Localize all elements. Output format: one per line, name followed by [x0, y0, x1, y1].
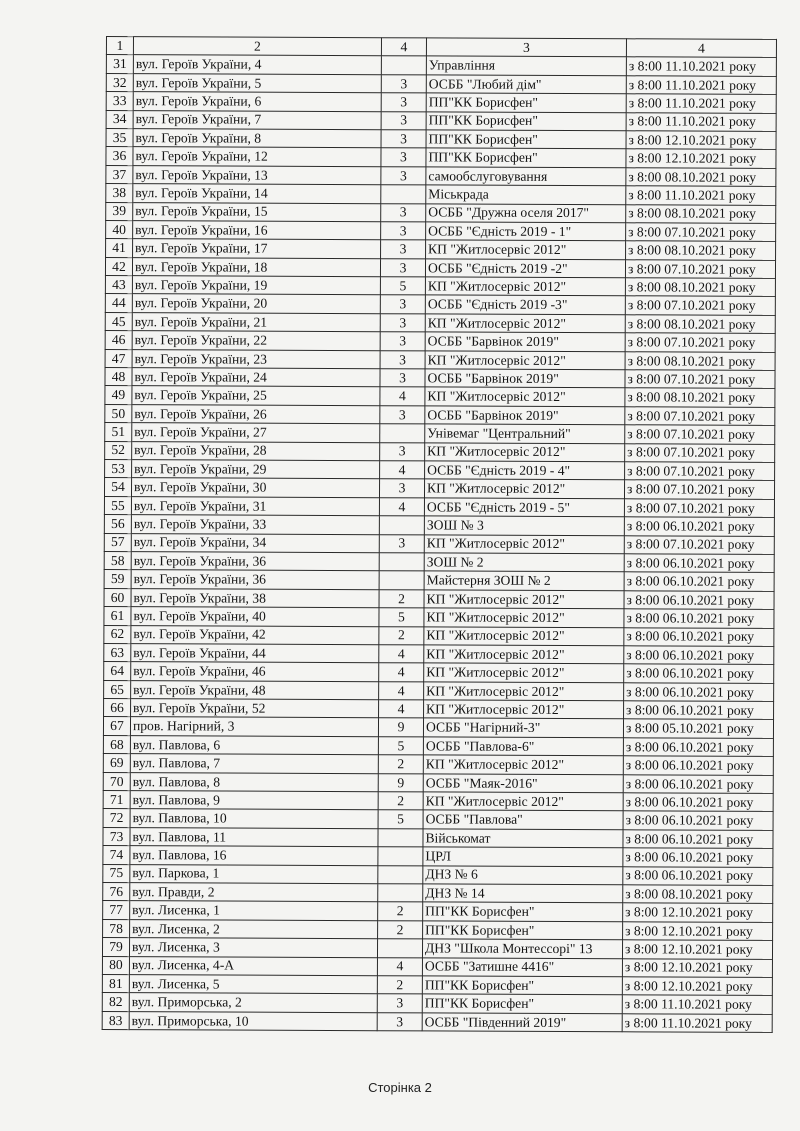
organization-cell: КП "Житлосервіс 2012" [424, 700, 624, 719]
address-cell: вул. Лисенка, 5 [129, 975, 377, 994]
heating-schedule-table [102, 36, 777, 1033]
address-cell: вул. Героїв України, 8 [133, 129, 381, 148]
organization-cell: КП "Житлосервіс 2012" [425, 442, 625, 461]
organization-cell: ПП"КК Борисфен" [426, 130, 626, 149]
entrance-count-cell: 3 [380, 369, 425, 388]
start-date-cell: з 8:00 08.10.2021 року [626, 204, 776, 223]
start-date-cell: з 8:00 06.10.2021 року [624, 664, 774, 683]
address-cell: вул. Лисенка, 1 [130, 901, 378, 920]
row-number-cell: 31 [106, 55, 133, 74]
entrance-count-cell: 3 [380, 258, 425, 277]
address-cell: вул. Героїв України, 23 [132, 349, 380, 368]
entrance-count-cell: 4 [380, 387, 425, 406]
row-number-cell: 77 [103, 901, 130, 920]
organization-cell: ОСББ "Єдність 2019 -3" [425, 295, 625, 314]
organization-cell: КП "Житлосервіс 2012" [424, 645, 624, 664]
start-date-cell: з 8:00 07.10.2021 року [624, 499, 774, 518]
address-cell: вул. Героїв України, 52 [131, 699, 379, 718]
row-number-cell: 70 [103, 772, 130, 791]
entrance-count-cell: 3 [379, 534, 424, 553]
start-date-cell: з 8:00 06.10.2021 року [623, 811, 773, 830]
address-cell: вул. Павлова, 7 [130, 754, 378, 773]
organization-cell: ПП"КК Борисфен" [422, 976, 622, 995]
column-header-number: 1 [106, 37, 133, 56]
entrance-count-cell [377, 939, 422, 958]
address-cell: вул. Героїв України, 31 [131, 496, 379, 515]
organization-cell: Унівемаг "Центральний" [425, 424, 625, 443]
organization-cell: ОСББ "Барвінок 2019" [425, 369, 625, 388]
start-date-cell: з 8:00 06.10.2021 року [623, 848, 773, 867]
row-number-cell: 79 [102, 938, 129, 957]
address-cell: вул. Героїв України, 25 [132, 386, 380, 405]
organization-cell: ОСББ "Любий дім" [426, 75, 626, 94]
row-number-cell: 42 [105, 257, 132, 276]
address-cell: вул. Героїв України, 7 [133, 110, 381, 129]
address-cell: вул. Павлова, 9 [130, 791, 378, 810]
organization-cell: КП "Житлосервіс 2012" [424, 626, 624, 645]
entrance-count-cell: 3 [380, 295, 425, 314]
start-date-cell: з 8:00 08.10.2021 року [625, 315, 775, 334]
address-cell: вул. Героїв України, 27 [132, 423, 380, 442]
organization-cell: ЗОШ № 3 [424, 516, 624, 535]
address-cell: вул. Героїв України, 16 [133, 221, 381, 240]
address-cell: вул. Лисенка, 4-А [129, 956, 377, 975]
row-number-cell: 76 [103, 882, 130, 901]
organization-cell: ПП"КК Борисфен" [426, 148, 626, 167]
address-cell: вул. Героїв України, 48 [131, 680, 379, 699]
address-cell: вул. Приморська, 2 [129, 993, 377, 1012]
address-cell: вул. Героїв України, 20 [132, 294, 380, 313]
organization-cell: КП "Житлосервіс 2012" [424, 479, 624, 498]
start-date-cell: з 8:00 06.10.2021 року [623, 866, 773, 885]
address-cell: вул. Героїв України, 33 [131, 515, 379, 534]
entrance-count-cell: 2 [379, 626, 424, 645]
organization-cell: КП "Житлосервіс 2012" [425, 351, 625, 370]
start-date-cell: з 8:00 11.10.2021 року [626, 186, 776, 205]
organization-cell: КП "Житлосервіс 2012" [425, 277, 625, 296]
start-date-cell: з 8:00 07.10.2021 року [625, 296, 775, 315]
address-cell: вул. Героїв України, 24 [132, 368, 380, 387]
entrance-count-cell: 3 [380, 442, 425, 461]
row-number-cell: 43 [105, 276, 132, 295]
address-cell: вул. Героїв України, 28 [132, 441, 380, 460]
entrance-count-cell: 9 [378, 718, 423, 737]
address-cell: вул. Героїв України, 36 [131, 552, 379, 571]
entrance-count-cell: 5 [378, 737, 423, 756]
entrance-count-cell: 3 [381, 203, 426, 222]
entrance-count-cell: 3 [381, 240, 426, 259]
organization-cell: Міськрада [426, 185, 626, 204]
start-date-cell: з 8:00 12.10.2021 року [623, 922, 773, 941]
organization-cell: ЦРЛ [423, 847, 623, 866]
organization-cell: КП "Житлосервіс 2012" [423, 792, 623, 811]
start-date-cell: з 8:00 11.10.2021 року [626, 76, 776, 95]
address-cell: вул. Павлова, 8 [130, 772, 378, 791]
start-date-cell: з 8:00 11.10.2021 року [622, 1013, 772, 1032]
entrance-count-cell: 3 [377, 1012, 422, 1031]
entrance-count-cell: 4 [377, 957, 422, 976]
entrance-count-cell: 4 [379, 663, 424, 682]
row-number-cell: 71 [103, 791, 130, 810]
entrance-count-cell [381, 185, 426, 204]
entrance-count-cell: 2 [379, 589, 424, 608]
row-number-cell: 45 [105, 312, 132, 331]
row-number-cell: 72 [103, 809, 130, 828]
address-cell: вул. Героїв України, 29 [132, 460, 380, 479]
start-date-cell: з 8:00 06.10.2021 року [623, 774, 773, 793]
row-number-cell: 66 [104, 699, 131, 718]
row-number-cell: 75 [103, 864, 130, 883]
organization-cell: ОСББ "Єдність 2019 -2" [425, 259, 625, 278]
entrance-count-cell: 3 [381, 93, 426, 112]
entrance-count-cell: 3 [381, 148, 426, 167]
start-date-cell: з 8:00 11.10.2021 року [622, 995, 772, 1014]
entrance-count-cell: 3 [381, 166, 426, 185]
organization-cell: Військомат [423, 829, 623, 848]
start-date-cell: з 8:00 12.10.2021 року [622, 958, 772, 977]
column-header-organization: 3 [426, 38, 626, 57]
organization-cell: ОСББ "Нагірний-3" [423, 718, 623, 737]
entrance-count-cell [381, 56, 426, 75]
row-number-cell: 63 [104, 643, 131, 662]
column-header-entrances: 4 [381, 38, 426, 57]
address-cell: вул. Героїв України, 12 [133, 147, 381, 166]
address-cell: вул. Героїв України, 36 [131, 570, 379, 589]
entrance-count-cell: 3 [380, 332, 425, 351]
start-date-cell: з 8:00 06.10.2021 року [623, 756, 773, 775]
row-number-cell: 39 [106, 202, 133, 221]
page-number: Сторінка 2 [368, 1080, 432, 1095]
entrance-count-cell: 2 [378, 902, 423, 921]
row-number-cell: 46 [105, 331, 132, 350]
start-date-cell: з 8:00 06.10.2021 року [624, 590, 774, 609]
organization-cell: ОСББ "Єдність 2019 - 5" [424, 498, 624, 517]
organization-cell: ОСББ "Маяк-2016" [423, 774, 623, 793]
start-date-cell: з 8:00 07.10.2021 року [625, 443, 775, 462]
row-number-cell: 32 [106, 73, 133, 92]
organization-cell: ДНЗ № 14 [423, 884, 623, 903]
organization-cell: ОСББ "Барвінок 2019" [425, 332, 625, 351]
table-row [102, 1011, 772, 1032]
organization-cell: КП "Житлосервіс 2012" [424, 590, 624, 609]
start-date-cell: з 8:00 11.10.2021 року [626, 57, 776, 76]
row-number-cell: 65 [104, 680, 131, 699]
organization-cell: ОСББ "Затишне 4416" [422, 957, 622, 976]
row-number-cell: 38 [106, 184, 133, 203]
address-cell: вул. Героїв України, 5 [133, 73, 381, 92]
column-header-start-date: 4 [626, 39, 776, 58]
row-number-cell: 52 [105, 441, 132, 460]
row-number-cell: 69 [103, 754, 130, 773]
row-number-cell: 41 [106, 239, 133, 258]
entrance-count-cell: 3 [377, 994, 422, 1013]
entrance-count-cell: 4 [379, 681, 424, 700]
row-number-cell: 40 [106, 220, 133, 239]
organization-cell: КП "Житлосервіс 2012" [425, 387, 625, 406]
entrance-count-cell: 2 [377, 976, 422, 995]
organization-cell: ДНЗ № 6 [423, 865, 623, 884]
entrance-count-cell: 4 [379, 497, 424, 516]
address-cell: вул. Павлова, 11 [130, 827, 378, 846]
start-date-cell: з 8:00 05.10.2021 року [623, 719, 773, 738]
address-cell: вул. Героїв України, 13 [133, 165, 381, 184]
organization-cell: КП "Житлосервіс 2012" [423, 755, 623, 774]
address-cell: вул. Героїв України, 21 [132, 312, 380, 331]
entrance-count-cell [378, 865, 423, 884]
entrance-count-cell: 5 [378, 810, 423, 829]
organization-cell: ОСББ "Південний 2019" [422, 1013, 622, 1032]
start-date-cell: з 8:00 06.10.2021 року [624, 609, 774, 628]
entrance-count-cell: 3 [381, 111, 426, 130]
entrance-count-cell: 2 [378, 920, 423, 939]
start-date-cell: з 8:00 06.10.2021 року [623, 793, 773, 812]
start-date-cell: з 8:00 11.10.2021 року [626, 94, 776, 113]
organization-cell: ПП"КК Борисфен" [426, 93, 626, 112]
row-number-cell: 55 [104, 496, 131, 515]
row-number-cell: 59 [104, 570, 131, 589]
row-number-cell: 82 [102, 993, 129, 1012]
address-cell: вул. Павлова, 6 [130, 735, 378, 754]
start-date-cell: з 8:00 07.10.2021 року [625, 425, 775, 444]
start-date-cell: з 8:00 07.10.2021 року [625, 259, 775, 278]
address-cell: вул. Героїв України, 46 [131, 662, 379, 681]
organization-cell: КП "Житлосервіс 2012" [424, 663, 624, 682]
organization-cell: ДНЗ "Школа Монтессорі" 13 [422, 939, 622, 958]
organization-cell: КП "Житлосервіс 2012" [424, 534, 624, 553]
entrance-count-cell: 3 [379, 479, 424, 498]
row-number-cell: 34 [106, 110, 133, 129]
entrance-count-cell: 5 [379, 608, 424, 627]
start-date-cell: з 8:00 06.10.2021 року [623, 830, 773, 849]
row-number-cell: 36 [106, 147, 133, 166]
address-cell: вул. Приморська, 10 [129, 1011, 377, 1030]
address-cell: вул. Героїв України, 40 [131, 607, 379, 626]
address-cell: вул. Героїв України, 19 [132, 276, 380, 295]
organization-cell: ОСББ "Павлова" [423, 810, 623, 829]
entrance-count-cell: 3 [381, 130, 426, 149]
start-date-cell: з 8:00 07.10.2021 року [625, 462, 775, 481]
start-date-cell: з 8:00 08.10.2021 року [625, 388, 775, 407]
entrance-count-cell: 9 [378, 773, 423, 792]
row-number-cell: 57 [104, 533, 131, 552]
row-number-cell: 73 [103, 827, 130, 846]
address-cell: вул. Героїв України, 22 [132, 331, 380, 350]
address-cell: вул. Героїв України, 38 [131, 588, 379, 607]
document-page [102, 36, 777, 1033]
entrance-count-cell: 2 [378, 755, 423, 774]
row-number-cell: 35 [106, 128, 133, 147]
entrance-count-cell [379, 553, 424, 572]
address-cell: вул. Героїв України, 15 [133, 202, 381, 221]
start-date-cell: з 8:00 07.10.2021 року [626, 223, 776, 242]
start-date-cell: з 8:00 07.10.2021 року [624, 535, 774, 554]
entrance-count-cell [380, 424, 425, 443]
row-number-cell: 81 [102, 974, 129, 993]
start-date-cell: з 8:00 08.10.2021 року [625, 278, 775, 297]
organization-cell: Майстерня ЗОШ № 2 [424, 571, 624, 590]
entrance-count-cell: 3 [380, 314, 425, 333]
start-date-cell: з 8:00 06.10.2021 року [624, 554, 774, 573]
row-number-cell: 48 [105, 368, 132, 387]
organization-cell: ОСББ "Барвінок 2019" [425, 406, 625, 425]
address-cell: вул. Героїв України, 17 [133, 239, 381, 258]
entrance-count-cell: 3 [381, 74, 426, 93]
start-date-cell: з 8:00 06.10.2021 року [623, 738, 773, 757]
address-cell: вул. Героїв України, 14 [133, 184, 381, 203]
row-number-cell: 33 [106, 92, 133, 111]
start-date-cell: з 8:00 11.10.2021 року [626, 112, 776, 131]
start-date-cell: з 8:00 12.10.2021 року [626, 131, 776, 150]
start-date-cell: з 8:00 07.10.2021 року [625, 370, 775, 389]
row-number-cell: 68 [103, 735, 130, 754]
start-date-cell: з 8:00 12.10.2021 року [626, 149, 776, 168]
row-number-cell: 62 [104, 625, 131, 644]
entrance-count-cell: 3 [381, 222, 426, 241]
organization-cell: ОСББ "Павлова-6" [423, 737, 623, 756]
address-cell: вул. Лисенка, 2 [130, 919, 378, 938]
entrance-count-cell: 4 [379, 645, 424, 664]
start-date-cell: з 8:00 07.10.2021 року [625, 407, 775, 426]
organization-cell: ПП"КК Борисфен" [426, 111, 626, 130]
entrance-count-cell: 4 [380, 461, 425, 480]
address-cell: вул. Паркова, 1 [130, 864, 378, 883]
start-date-cell: з 8:00 06.10.2021 року [624, 627, 774, 646]
row-number-cell: 54 [104, 478, 131, 497]
address-cell: вул. Павлова, 16 [130, 846, 378, 865]
entrance-count-cell [378, 884, 423, 903]
address-cell: вул. Лисенка, 3 [129, 938, 377, 957]
start-date-cell: з 8:00 06.10.2021 року [624, 517, 774, 536]
address-cell: вул. Правди, 2 [130, 883, 378, 902]
organization-cell: ПП"КК Борисфен" [422, 994, 622, 1013]
organization-cell: ОСББ "Єдність 2019 - 4" [425, 461, 625, 480]
entrance-count-cell: 3 [380, 350, 425, 369]
entrance-count-cell: 4 [379, 700, 424, 719]
address-cell: вул. Героїв України, 18 [132, 257, 380, 276]
row-number-cell: 44 [105, 294, 132, 313]
row-number-cell: 37 [106, 165, 133, 184]
address-cell: вул. Героїв України, 4 [133, 55, 381, 74]
row-number-cell: 67 [103, 717, 130, 736]
organization-cell: самообслуговування [426, 167, 626, 186]
address-cell: вул. Героїв України, 44 [131, 644, 379, 663]
address-cell: вул. Героїв України, 34 [131, 533, 379, 552]
row-number-cell: 80 [102, 956, 129, 975]
organization-cell: КП "Житлосервіс 2012" [426, 240, 626, 259]
row-number-cell: 51 [105, 423, 132, 442]
row-number-cell: 78 [103, 919, 130, 938]
start-date-cell: з 8:00 07.10.2021 року [625, 333, 775, 352]
start-date-cell: з 8:00 12.10.2021 року [622, 940, 772, 959]
column-header-address: 2 [133, 37, 381, 56]
row-number-cell: 47 [105, 349, 132, 368]
address-cell: вул. Героїв України, 6 [133, 92, 381, 111]
address-cell: вул. Героїв України, 26 [132, 404, 380, 423]
address-cell: вул. Героїв України, 42 [131, 625, 379, 644]
table-body [102, 55, 776, 1033]
entrance-count-cell [379, 516, 424, 535]
row-number-cell: 60 [104, 588, 131, 607]
start-date-cell: з 8:00 06.10.2021 року [624, 646, 774, 665]
row-number-cell: 64 [104, 662, 131, 681]
organization-cell: ПП"КК Борисфен" [423, 902, 623, 921]
start-date-cell: з 8:00 06.10.2021 року [624, 572, 774, 591]
row-number-cell: 53 [105, 459, 132, 478]
start-date-cell: з 8:00 12.10.2021 року [623, 903, 773, 922]
row-number-cell: 50 [105, 404, 132, 423]
start-date-cell: з 8:00 12.10.2021 року [622, 977, 772, 996]
organization-cell: ЗОШ № 2 [424, 553, 624, 572]
entrance-count-cell: 3 [380, 406, 425, 425]
entrance-count-cell [379, 571, 424, 590]
start-date-cell: з 8:00 06.10.2021 року [624, 682, 774, 701]
entrance-count-cell: 2 [378, 792, 423, 811]
address-cell: пров. Нагірний, 3 [130, 717, 378, 736]
organization-cell: Управління [426, 56, 626, 75]
organization-cell: КП "Житлосервіс 2012" [424, 682, 624, 701]
row-number-cell: 74 [103, 846, 130, 865]
row-number-cell: 49 [105, 386, 132, 405]
organization-cell: КП "Житлосервіс 2012" [424, 608, 624, 627]
organization-cell: ПП"КК Борисфен" [423, 921, 623, 940]
start-date-cell: з 8:00 08.10.2021 року [626, 168, 776, 187]
entrance-count-cell [378, 847, 423, 866]
address-cell: вул. Героїв України, 30 [131, 478, 379, 497]
start-date-cell: з 8:00 08.10.2021 року [626, 241, 776, 260]
address-cell: вул. Павлова, 10 [130, 809, 378, 828]
row-number-cell: 58 [104, 551, 131, 570]
start-date-cell: з 8:00 08.10.2021 року [625, 351, 775, 370]
row-number-cell: 61 [104, 607, 131, 626]
entrance-count-cell: 5 [380, 277, 425, 296]
entrance-count-cell [378, 828, 423, 847]
organization-cell: КП "Житлосервіс 2012" [425, 314, 625, 333]
organization-cell: ОСББ "Дружна оселя 2017" [426, 203, 626, 222]
row-number-cell: 56 [104, 515, 131, 534]
start-date-cell: з 8:00 08.10.2021 року [623, 885, 773, 904]
start-date-cell: з 8:00 06.10.2021 року [624, 701, 774, 720]
row-number-cell: 83 [102, 1011, 129, 1030]
organization-cell: ОСББ "Єдність 2019 - 1" [426, 222, 626, 241]
start-date-cell: з 8:00 07.10.2021 року [624, 480, 774, 499]
